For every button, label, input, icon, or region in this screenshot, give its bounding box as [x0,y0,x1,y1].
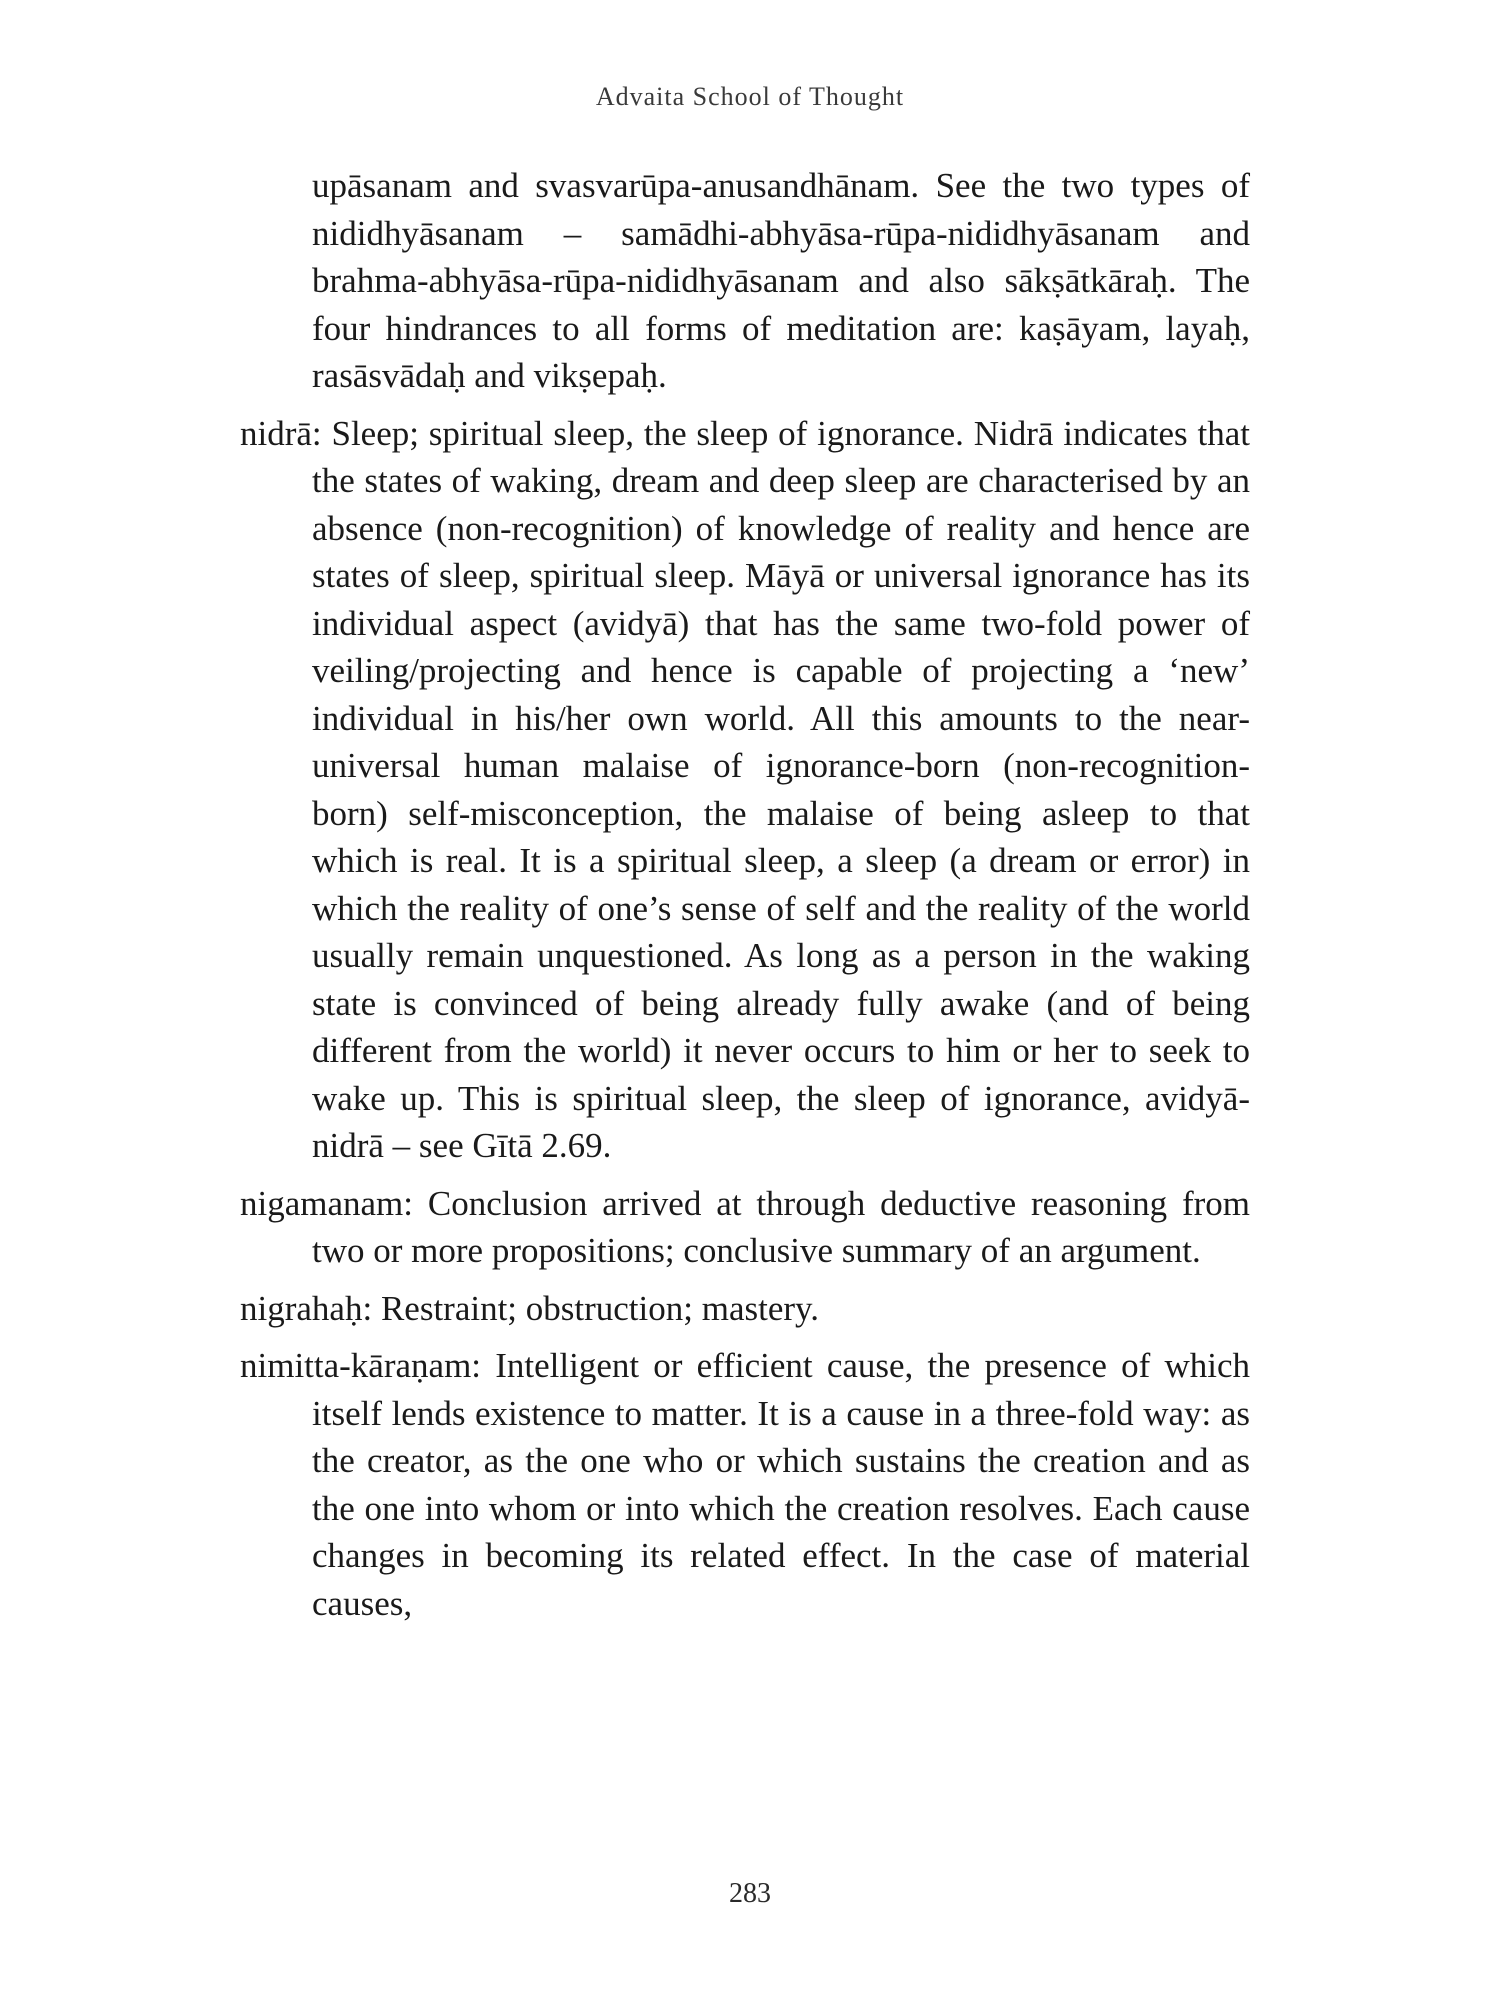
entry-term: nigamanam: [240,1183,414,1223]
page-number: 283 [729,1878,771,1909]
entry-definition: Restraint; obstruction; mastery. [372,1288,820,1328]
entry-term: nidrā: [240,413,322,453]
entry-term: nigrahaḥ: [240,1288,373,1328]
glossary-entry-nigamanam [240,1180,1250,1275]
glossary-entry-nigrahah [240,1285,1250,1333]
entry-term: nimitta-kāraṇam: [240,1346,482,1385]
glossary-entry-nidra [240,410,1250,1170]
glossary-entry-nimitta-karanam [240,1342,1250,1627]
running-head: Advaita School of Thought [595,82,905,111]
entry-definition: Conclusion arrived at through deductive reasoning from two or more propositions; conclusive summary of an argument. [312,1183,1250,1270]
continued-paragraph: upāsanam and svasvarūpa-anusandhānam. See the two types of nididhyāsanam – samādhi-abhyāsa-rūpa-nididhyāsanam and brahma-abhyāsa-rūpa-nididhyāsanam and also sākṣātkāraḥ. The four hindrances to all forms of meditation are: kaṣāyam, layaḥ, rasāsvādaḥ and vikṣepaḥ. [312,166,1250,395]
glossary-body [240,162,1250,1627]
entry-definition: Sleep; spiritual sleep, the sleep of ignorance. Nidrā indicates that the states of waking, dream and deep sleep are characterised by an absence (non-recognition) of knowledge of reality and hence are states of sleep, spiritual sleep. Māyā or universal ignorance has its individual aspect (avidyā) that has the same two-fold power of veiling/projecting and hence is capable of projecting a ‘new’ individual in his/her own world. All this amounts to the near-universal human malaise of ignorance-born (non-recognition-born) self-misconception, the malaise of being asleep to that which is real. It is a spiritual sleep, a sleep (a dream or error) in which the reality of one’s sense of self and the reality of the world usually remain unquestioned. As long as a person in the waking state is convinced of being already fully awake (and of being different from the world) it never occurs to him or her to seek to wake up. This is spiritual sleep, the sleep of ignorance, avidyā-nidrā – see Gītā 2.69. [312,413,1250,1165]
entry-definition: Intelligent or efficient cause, the presence of which itself lends existence to matter. It is a cause in a three-fold way: as the creator, as the one who or which sustains the creation and as the one into whom or into which the creation resolves. Each cause changes in becoming its related effect. In the case of material causes, [312,1346,1250,1623]
